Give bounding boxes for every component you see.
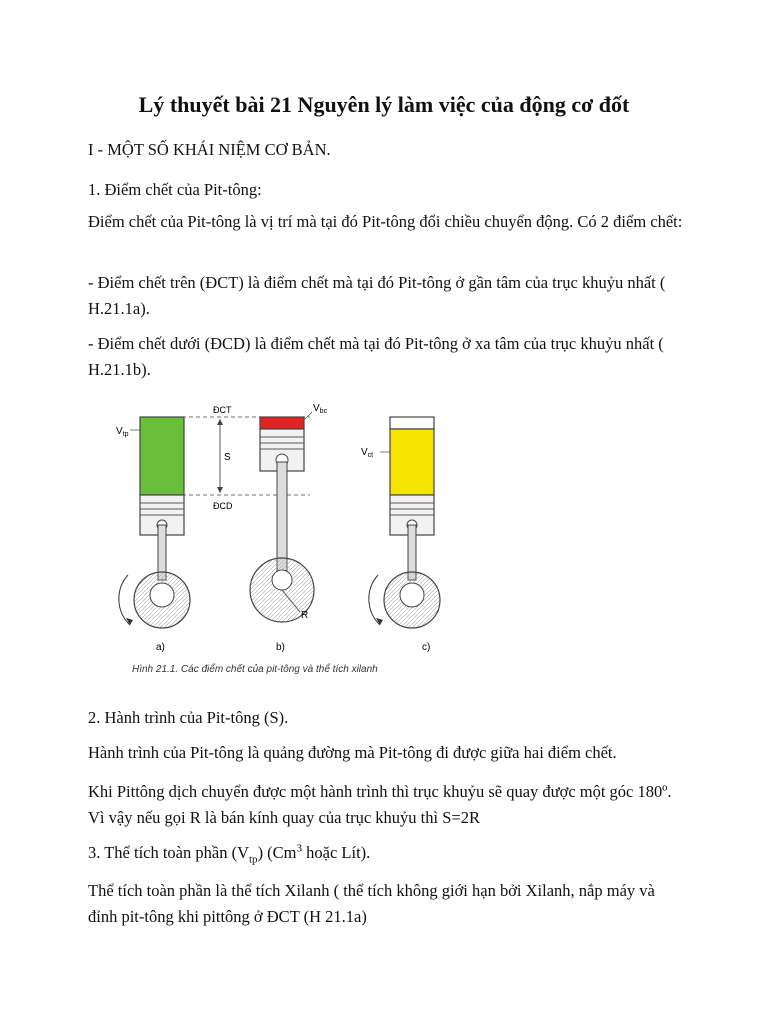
label-b: b) bbox=[276, 642, 285, 653]
figure-a bbox=[116, 417, 190, 653]
item-3-text: Thể tích toàn phần là thể tích Xilanh ( thể tích không giới hạn bởi Xilanh, nắp máy và đỉnh pit-tông khi pittông ở ĐCT (H 21.1a) bbox=[88, 881, 655, 926]
label-r: R bbox=[301, 610, 309, 621]
label-dct: ĐCT bbox=[213, 405, 232, 415]
label-vtp: $V_{tp}$ bbox=[116, 426, 129, 438]
section-heading: I - MỘT SỐ KHÁI NIỆM CƠ BẢN. bbox=[88, 140, 331, 159]
cylinder-volume-red bbox=[260, 417, 304, 429]
piston-figure bbox=[100, 400, 460, 685]
figure-caption: Hình 21.1. Các điểm chết của pit-tông và thể tích xilanh bbox=[132, 664, 378, 675]
cylinder-volume-yellow bbox=[390, 429, 434, 495]
item-1-heading: 1. Điểm chết của Pit-tông: bbox=[88, 180, 262, 199]
item-1-intro: Điểm chết của Pit-tông là vị trí mà tại đó Pit-tông đổi chiều chuyển động. Có 2 điểm chết: bbox=[88, 212, 683, 231]
label-vbc: $V_{bc}$ bbox=[313, 403, 328, 415]
item-2-text: Hành trình của Pit-tông là quảng đường mà Pit-tông đi được giữa hai điểm chết. bbox=[88, 743, 617, 762]
item-2-text2: Khi Pittông dịch chuyển được một hành trình thì trục khuỷu sẽ quay được một góc 180º. Vì vậy nếu gọi R là bán kính quay của trục khuỷu thì S=2R bbox=[88, 782, 672, 827]
label-dcd: ĐCD bbox=[213, 501, 233, 511]
label-vct: $V_{ct}$ bbox=[361, 447, 374, 459]
label-a: a) bbox=[156, 642, 165, 653]
label-s: S bbox=[224, 452, 231, 463]
cylinder-volume-green bbox=[140, 417, 184, 495]
label-c: c) bbox=[422, 642, 431, 653]
figure-c bbox=[361, 417, 440, 653]
page-title: Lý thuyết bài 21 Nguyên lý làm việc của động cơ đốt bbox=[138, 92, 630, 117]
item-1-bottom-dead-center: - Điểm chết dưới (ĐCD) là điểm chết mà tại đó Pit-tông ở xa tâm của trục khuỷu nhất ( H.21.1b). bbox=[88, 334, 664, 379]
item-1-top-dead-center: - Điểm chết trên (ĐCT) là điểm chết mà tại đó Pit-tông ở gần tâm của trục khuỷu nhất ( H.21.1a). bbox=[88, 273, 666, 318]
figure-b bbox=[250, 403, 328, 653]
item-2-heading: 2. Hành trình của Pit-tông (S). bbox=[88, 708, 289, 727]
item-3-heading: 3. Thể tích toàn phần $(V_{tp})$ (Cm$^3$ hoặc Lít). bbox=[88, 842, 371, 866]
